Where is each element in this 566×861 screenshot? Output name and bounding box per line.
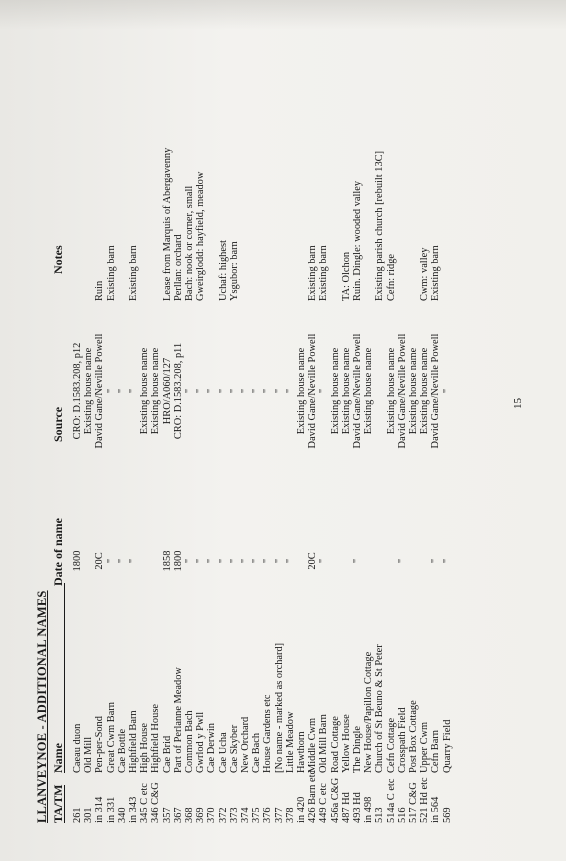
table-row — [307, 0, 318, 861]
cell-notes: Existing barn — [128, 245, 139, 301]
table-row — [374, 0, 385, 861]
cell-date: " — [217, 558, 229, 564]
cell-name: Cae Derwin — [206, 723, 218, 773]
cell-tatm: 340 — [116, 807, 128, 823]
table-row — [262, 0, 273, 861]
cell-notes: Cwm: valley — [419, 247, 431, 301]
cell-tatm: 301 — [83, 807, 95, 823]
cell-source: " — [184, 388, 195, 394]
cell-name: Church of St Beuno & St Peter — [374, 644, 386, 773]
cell-source: " — [251, 388, 263, 394]
cell-tatm: 487 Hd — [340, 792, 352, 823]
table-row — [442, 0, 453, 861]
column-header-notes: Notes — [51, 245, 65, 274]
cell-tatm: 370 — [206, 807, 218, 823]
cell-source: David Gane/Neville Powell — [430, 333, 442, 449]
cell-source: " — [128, 388, 139, 394]
cell-name: Cefn Barn — [430, 730, 442, 773]
cell-date: " — [184, 558, 195, 564]
table-row — [419, 0, 430, 861]
cell-source: Existing house name — [83, 347, 95, 435]
cell-tatm: 456a C&G — [329, 777, 341, 823]
cell-source: " — [441, 388, 453, 394]
cell-name: Little Meadow — [284, 711, 296, 773]
cell-name: Upper Cwm — [419, 721, 431, 773]
table-row — [330, 0, 341, 861]
table-row — [195, 0, 206, 861]
cell-name: Post Box Cottage — [408, 700, 419, 773]
cell-notes: Cefn: ridge — [385, 253, 397, 301]
cell-date: 1858 — [161, 550, 173, 572]
table-row — [363, 0, 374, 861]
cell-source: " — [284, 388, 296, 394]
cell-source: Existing house name — [296, 347, 307, 435]
cell-notes: Ysgubor: barn — [228, 241, 240, 301]
column-header-tatm: TA/TM — [51, 784, 65, 823]
cell-name: Yellow House — [340, 714, 352, 773]
table-row — [240, 0, 251, 861]
cell-tatm: 374 — [240, 807, 251, 823]
cell-name: Cae Ucha — [217, 732, 229, 773]
cell-tatm: 513 — [374, 807, 386, 823]
cell-tatm: 369 — [195, 807, 207, 823]
cell-source: Existing house name — [419, 347, 431, 435]
cell-name: Caeau duon — [72, 723, 83, 773]
cell-source: Existing house name — [408, 347, 419, 435]
cell-date: " — [105, 558, 117, 564]
cell-date: " — [318, 558, 330, 564]
cell-date: " — [262, 558, 274, 564]
table-row — [318, 0, 329, 861]
cell-source: David Gane/Neville Powell — [396, 333, 408, 449]
cell-tatm: 514a C etc — [385, 778, 397, 823]
cell-tatm: in 420 — [296, 796, 307, 823]
cell-tatm: 493 Hd — [352, 792, 363, 823]
cell-name: House Gardens etc — [262, 694, 274, 773]
cell-name: Hawthorn — [296, 731, 307, 773]
table-row — [150, 0, 161, 861]
cell-name: Pen-per-Sond — [94, 716, 106, 773]
table-row — [408, 0, 419, 861]
cell-source: " — [262, 388, 274, 394]
cell-tatm: in 498 — [363, 796, 375, 823]
table-row — [162, 0, 173, 861]
cell-date: " — [284, 558, 296, 564]
cell-source: " — [116, 388, 128, 394]
table-row — [386, 0, 397, 861]
cell-name: Quarry Field — [441, 719, 453, 773]
cell-name: Crosspath Field — [396, 707, 408, 773]
table-row — [106, 0, 117, 861]
cell-notes: Existing barn — [318, 245, 330, 301]
cell-tatm: in 343 — [128, 796, 139, 823]
page-number: 15 — [512, 398, 524, 409]
cell-source: CRO: D.1583.208, p12 — [72, 342, 83, 440]
cell-tatm: 375 — [251, 807, 263, 823]
column-header-name: Name — [52, 583, 65, 773]
cell-date: " — [251, 558, 263, 564]
cell-source: Existing house name — [150, 347, 162, 435]
cell-source: Existing house name — [385, 347, 397, 435]
cell-tatm: 426 Barn etc — [307, 769, 319, 823]
cell-name: Highfield Barn — [128, 710, 139, 773]
cell-date: 1800 — [72, 550, 83, 572]
cell-name: High House — [139, 723, 151, 773]
table-row — [352, 0, 363, 861]
cell-name: Cae Bottle — [116, 728, 128, 773]
cell-tatm: 373 — [228, 807, 240, 823]
cell-tatm: 376 — [262, 807, 274, 823]
cell-name: Cae Skyber — [228, 724, 240, 773]
cell-date: " — [396, 558, 408, 564]
cell-tatm: in 331 — [105, 796, 117, 823]
cell-notes: Lease from Marquis of Abergavenny — [161, 147, 173, 301]
table-row — [117, 0, 128, 861]
cell-source: HRO/A060/127 — [161, 357, 173, 425]
cell-tatm: in 314 — [94, 796, 106, 823]
cell-source: " — [195, 388, 207, 394]
cell-name: The Dingle — [352, 725, 363, 773]
cell-tatm: 377 — [273, 807, 285, 823]
cell-notes: Existing barn — [105, 245, 117, 301]
cell-name: New House/Papillon Cottage — [363, 651, 375, 773]
cell-tatm: 261 — [72, 807, 83, 823]
cell-notes: Ruin. Dingle: wooded valley — [352, 180, 363, 301]
table-row — [274, 0, 285, 861]
cell-source: David Gane/Neville Powell — [352, 333, 363, 449]
cell-source: David Gane/Neville Powell — [307, 333, 319, 449]
cell-notes: Perllan: orchard — [172, 234, 184, 301]
cell-source: Existing house name — [363, 347, 375, 435]
cell-tatm: 357 — [161, 807, 173, 823]
table-row — [72, 0, 83, 861]
cell-tatm: 368 — [184, 807, 195, 823]
cell-source: David Gane/Neville Powell — [94, 333, 106, 449]
cell-tatm: 569 — [441, 807, 453, 823]
cell-name: Cae Brid — [161, 735, 173, 773]
cell-source: " — [240, 388, 251, 394]
cell-notes: Bach: nook or corner, small — [184, 185, 195, 301]
cell-date: " — [228, 558, 240, 564]
cell-name: Part of Perlanne Meadow — [172, 667, 184, 773]
cell-name: Cefn Cottage — [385, 717, 397, 773]
cell-tatm: 521 Hd etc — [419, 777, 431, 823]
cell-name: Great Cwm Barn — [105, 702, 117, 773]
cell-source: Existing house name — [329, 347, 341, 435]
cell-tatm: 367 — [172, 807, 184, 823]
cell-date: " — [116, 558, 128, 564]
table-row — [173, 0, 184, 861]
cell-date: " — [352, 558, 363, 564]
table-row — [128, 0, 139, 861]
cell-notes: Existing barn — [307, 245, 319, 301]
page-title: LLANVEYNOE - ADDITIONAL NAMES — [35, 590, 49, 823]
cell-source: " — [228, 388, 240, 394]
cell-tatm: 449 C etc — [318, 783, 330, 823]
cell-tatm: in 564 — [430, 796, 442, 823]
table-row — [139, 0, 150, 861]
cell-name: Common Bach — [184, 710, 195, 773]
table-row — [341, 0, 352, 861]
cell-notes: Gweirglodd: hayfield, meadow — [195, 171, 207, 301]
column-header-date: Date of name — [51, 518, 65, 586]
cell-name: Road Cottage — [329, 716, 341, 773]
cell-name: Old Mill — [83, 736, 95, 773]
table-row — [397, 0, 408, 861]
cell-tatm: 516 — [396, 807, 408, 823]
table-row — [229, 0, 240, 861]
cell-date: 1800 — [172, 550, 184, 572]
cell-date: " — [273, 558, 285, 564]
cell-name: Old Mill Barn — [318, 714, 330, 773]
table-row — [285, 0, 296, 861]
cell-tatm: 517 C&G — [408, 782, 419, 823]
cell-date: " — [128, 558, 139, 564]
cell-date: " — [206, 558, 218, 564]
cell-date: 20C — [307, 552, 319, 570]
cell-source: CRO: D.1583.208, p11 — [172, 342, 184, 440]
cell-source: " — [273, 388, 285, 394]
cell-source: " — [105, 388, 117, 394]
cell-notes: Existing parish church [rebuilt 13C] — [374, 150, 386, 301]
cell-name: New Orchard — [240, 716, 251, 773]
cell-date: " — [430, 558, 442, 564]
cell-date: " — [441, 558, 453, 564]
cell-source: " — [217, 388, 229, 394]
table-row — [430, 0, 441, 861]
table-row — [296, 0, 307, 861]
table-row — [94, 0, 105, 861]
cell-name: Highfield House — [150, 704, 162, 773]
cell-name: Middle Cwm — [307, 717, 319, 773]
cell-name: Gwrlod y Pwll — [195, 711, 207, 773]
cell-notes: Existing barn — [430, 245, 442, 301]
table-row — [251, 0, 262, 861]
cell-tatm: 372 — [217, 807, 229, 823]
cell-tatm: 378 — [284, 807, 296, 823]
table-row — [206, 0, 217, 861]
table-row — [218, 0, 229, 861]
cell-notes: Ruin — [94, 280, 106, 301]
cell-date: 20C — [94, 552, 106, 570]
cell-source: " — [318, 388, 330, 394]
table-row — [184, 0, 195, 861]
cell-name: [No name - marked as orchard] — [273, 642, 285, 773]
cell-source: " — [206, 388, 218, 394]
column-header-source: Source — [51, 406, 65, 442]
cell-name: Cae Bach — [251, 732, 263, 773]
cell-notes: Uchaf: highest — [217, 240, 229, 301]
cell-source: Existing house name — [340, 347, 352, 435]
cell-tatm: 346 C&G — [150, 782, 162, 823]
cell-source: Existing house name — [139, 347, 151, 435]
cell-notes: TA: Olchon — [340, 251, 352, 301]
cell-date: " — [240, 558, 251, 564]
table-row — [83, 0, 94, 861]
cell-date: " — [195, 558, 207, 564]
cell-tatm: 345 C etc — [139, 783, 151, 823]
